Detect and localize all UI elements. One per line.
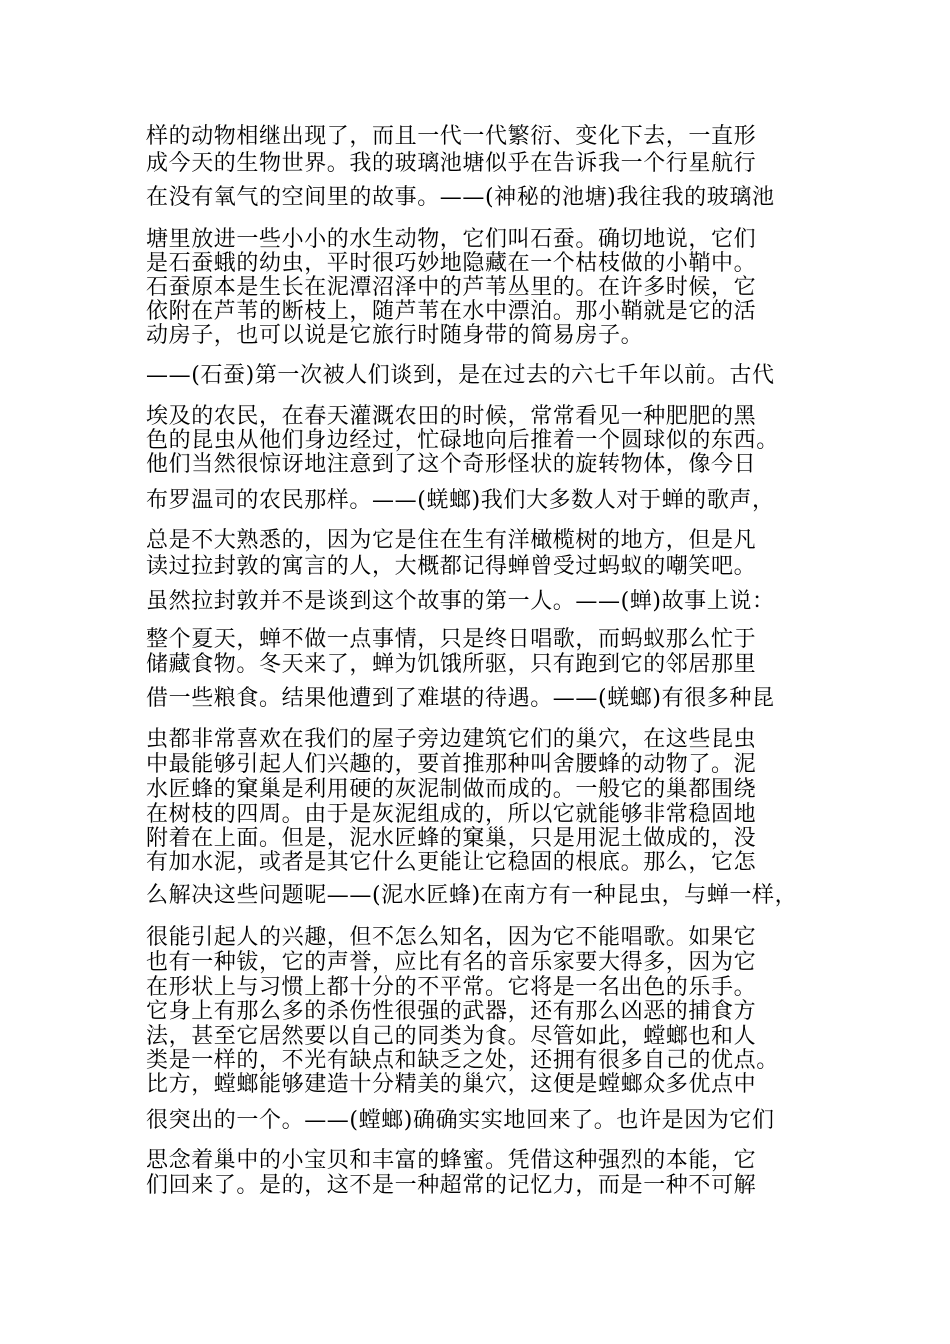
- text-line: 虫都非常喜欢在我们的屋子旁边建筑它们的巢穴，在这些昆虫: [146, 727, 757, 752]
- text-line: 很突出的一个。——(螳螂)确确实实地回来了。也许是因为它们: [146, 1108, 775, 1133]
- text-line: 埃及的农民，在春天灌溉农田的时候，常常看见一种肥肥的黑: [146, 404, 757, 429]
- text-line: 在形状上与习惯上都十分的不平常。它将是一名出色的乐手。: [146, 975, 757, 1000]
- text-line: 在没有氧气的空间里的故事。——(神秘的池塘)我往我的玻璃池: [146, 185, 775, 210]
- text-line: 法，甚至它居然要以自己的同类为食。尽管如此，螳螂也和人: [146, 1024, 757, 1049]
- text-line: 动房子，也可以说是它旅行时随身带的简易房子。: [146, 323, 644, 348]
- text-line: 么解决这些问题呢——(泥水匠蜂)在南方有一种昆虫，与蝉一样，: [146, 883, 798, 908]
- text-line: 在树枝的四周。由于是灰泥组成的，所以它就能够非常稳固地: [146, 802, 757, 827]
- text-line: 依附在芦苇的断枝上，随芦苇在水中漂泊。那小鞘就是它的活: [146, 299, 757, 324]
- text-line: 石蚕原本是生长在泥潭沼泽中的芦苇丛里的。在许多时候，它: [146, 275, 757, 300]
- text-line: 总是不大熟悉的，因为它是住在生有洋橄榄树的地方，但是凡: [146, 528, 757, 553]
- text-line: 比方，螳螂能够建造十分精美的巢穴，这便是螳螂众多优点中: [146, 1072, 757, 1097]
- text-line: 是石蚕蛾的幼虫，平时很巧妙地隐藏在一个枯枝做的小鞘中。: [146, 251, 757, 276]
- text-line: 色的昆虫从他们身边经过，忙碌地向后推着一个圆球似的东西。: [146, 428, 779, 453]
- text-line: 成今天的生物世界。我的玻璃池塘似乎在告诉我一个行星航行: [146, 151, 757, 176]
- text-line: 塘里放进一些小小的水生动物，它们叫石蚕。确切地说，它们: [146, 227, 757, 252]
- text-line: 虽然拉封敦并不是谈到这个故事的第一人。——(蝉)故事上说：: [146, 589, 775, 614]
- text-line: 水匠蜂的窠巢是利用硬的灰泥制做而成的。一般它的巢都围绕: [146, 777, 757, 802]
- text-line: 整个夏天，蝉不做一点事情，只是终日唱歌，而蚂蚁那么忙于: [146, 627, 757, 652]
- text-line: 很能引起人的兴趣，但不怎么知名，因为它不能唱歌。如果它: [146, 925, 757, 950]
- text-line: 也有一种钹，它的声誉，应比有名的音乐家要大得多，因为它: [146, 950, 757, 975]
- text-line: 它身上有那么多的杀伤性很强的武器，还有那么凶恶的捕食方: [146, 999, 757, 1024]
- text-line: 样的动物相继出现了，而且一代一代繁衍、变化下去，一直形: [146, 124, 757, 149]
- text-line: 类是一样的，不光有缺点和缺乏之处，还拥有很多自己的优点。: [146, 1048, 779, 1073]
- text-line: 附着在上面。但是，泥水匠蜂的窠巢，只是用泥土做成的，没: [146, 826, 757, 851]
- text-line: ——(石蚕)第一次被人们谈到，是在过去的六七千年以前。古代: [146, 363, 775, 388]
- text-line: 借一些粮食。结果他遭到了难堪的待遇。——(蜣螂)有很多种昆: [146, 686, 775, 711]
- text-line: 他们当然很惊讶地注意到了这个奇形怪状的旋转物体，像今日: [146, 452, 757, 477]
- text-line: 思念着巢中的小宝贝和丰富的蜂蜜。凭借这种强烈的本能，它: [146, 1148, 757, 1173]
- text-line: 读过拉封敦的寓言的人，大概都记得蝉曾受过蚂蚁的嘲笑吧。: [146, 554, 757, 579]
- text-line: 储藏食物。冬天来了，蝉为饥饿所驱，只有跑到它的邻居那里: [146, 652, 757, 677]
- text-line: 有加水泥，或者是其它什么更能让它稳固的根底。那么，它怎: [146, 850, 757, 875]
- text-line: 中最能够引起人们兴趣的，要首推那种叫舍腰蜂的动物了。泥: [146, 752, 757, 777]
- text-line: 们回来了。是的，这不是一种超常的记忆力，而是一种不可解: [146, 1173, 757, 1198]
- text-line: 布罗温司的农民那样。——(蜣螂)我们大多数人对于蝉的歌声，: [146, 488, 775, 513]
